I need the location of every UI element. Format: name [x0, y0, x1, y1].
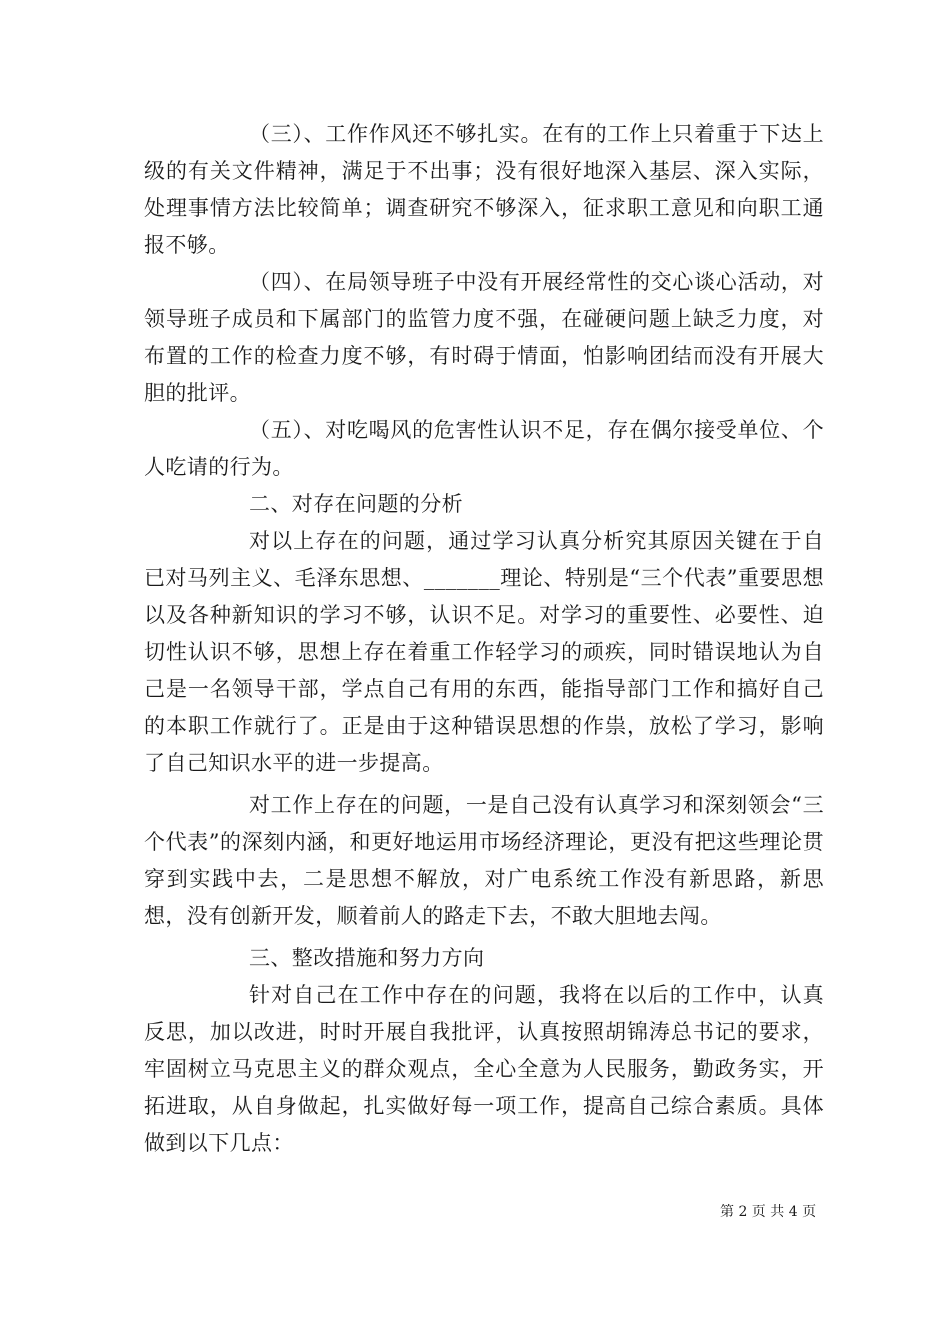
paragraph-dining-habits: （五）、对吃喝风的危害性认识不足，存在偶尔接受单位、个人吃请的行为。	[144, 418, 824, 479]
paragraph-analysis-work: 对工作上存在的问题，一是自己没有认真学习和深刻领会“三个代表”的深刻内涵，和更好地运用市场经济理论，更没有把这些理论贯穿到实践中去，二是思想不解放，对广电系统工作没有新思路，新思想，没有创新开发，顺着前人的路走下去，不敢大胆地去闯。	[144, 793, 824, 928]
document-body	[144, 116, 824, 1162]
page-footer: 第 2 页 共 4 页	[720, 1204, 817, 1220]
paragraph-leadership-team: （四）、在局领导班子中没有开展经常性的交心谈心活动，对领导班子成员和下属部门的监管力度不强，在碰硬问题上缺乏力度，对布置的工作的检查力度不够，有时碍于情面，怕影响团结而没有开展大胆的批评。	[144, 270, 824, 405]
paragraph-work-style: （三）、工作作风还不够扎实。在有的工作上只着重于下达上级的有关文件精神，满足于不出事；没有很好地深入基层、深入实际，处理事情方法比较简单；调查研究不够深入，征求职工意见和向职工通报不够。	[144, 122, 824, 257]
section-heading-measures: 三、整改措施和努力方向	[249, 946, 485, 970]
paragraph-measures-intro: 针对自己在工作中存在的问题，我将在以后的工作中，认真反思，加以改进，时时开展自我批评，认真按照胡锦涛总书记的要求，牢固树立马克思主义的群众观点，全心全意为人民服务，勤政务实，开拓进取，从自身做起，扎实做好每一项工作，提高自己综合素质。具体做到以下几点：	[144, 983, 824, 1155]
paragraph-analysis-study: 对以上存在的问题，通过学习认真分析究其原因关键在于自已对马列主义、毛泽东思想、_______理论、特别是“三个代表”重要思想以及各种新知识的学习不够，认识不足。对学习的重要性、必要性、迫切性认识不够，思想上存在着重工作轻学习的顽疾，同时错误地认为自己是一名领导干部，学点自己有用的东西，能指导部门工作和搞好自己的本职工作就行了。正是由于这种错误思想的作祟，放松了学习，影响了自己知识水平的进一步提高。	[144, 529, 824, 775]
section-heading-analysis: 二、对存在问题的分析	[249, 492, 463, 516]
